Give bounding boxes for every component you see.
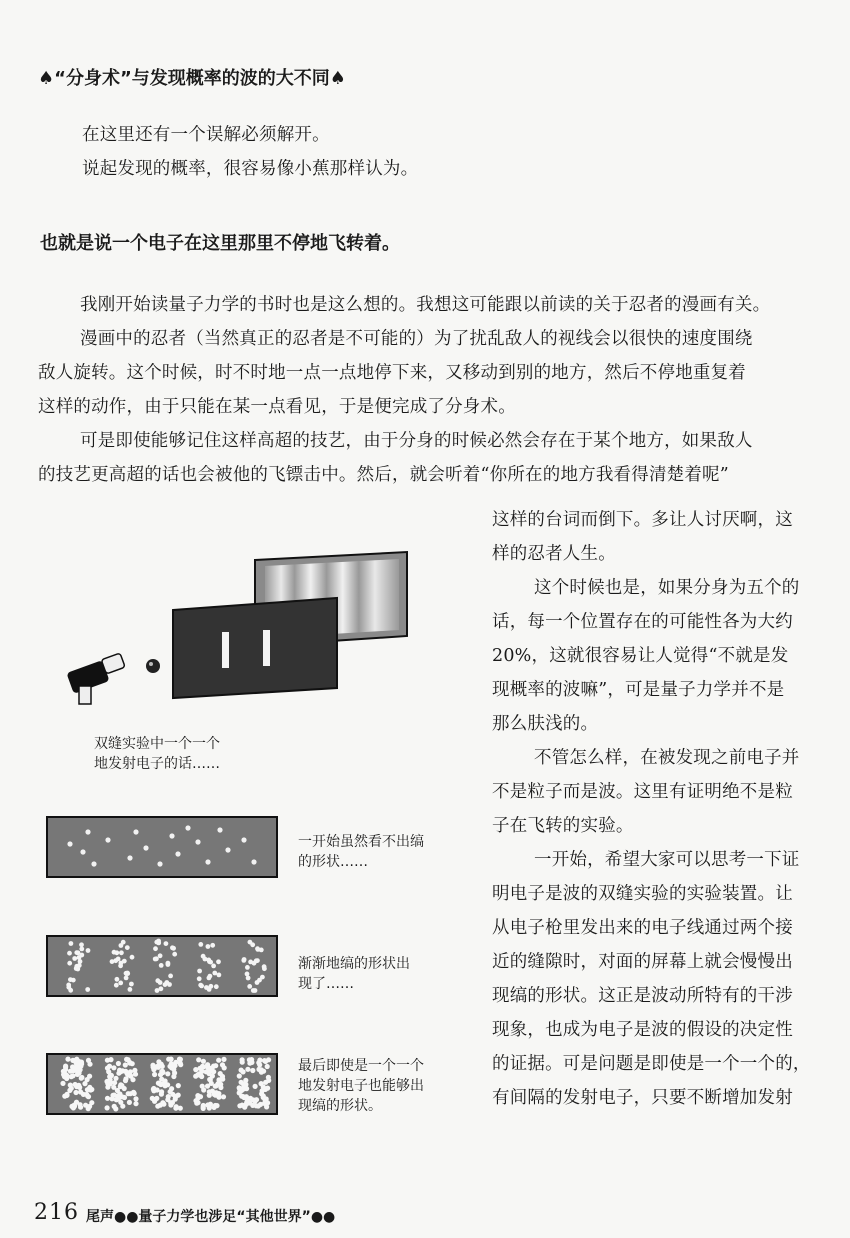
electron-hit-dot xyxy=(254,1097,259,1102)
electron-hit-dot xyxy=(113,1076,118,1081)
electron-hit-dot xyxy=(262,1058,267,1063)
caption-line: 一开始虽然看不出缟 xyxy=(298,834,424,850)
electron-hit-dot xyxy=(245,965,250,970)
electron-hit-dot xyxy=(74,950,79,955)
electron-hit-dot xyxy=(64,1092,69,1097)
electron-hit-dot xyxy=(124,976,129,981)
detection-panel-emerging xyxy=(46,935,278,997)
body-line: 一开始，希望大家可以思考一下证 xyxy=(534,850,800,870)
electron-hit-dot xyxy=(197,969,202,974)
electron-hit-dot xyxy=(208,1066,213,1071)
electron-hit-dot xyxy=(259,948,264,953)
electron-hit-dot xyxy=(108,1073,113,1078)
electron-hit-dot xyxy=(195,1100,200,1105)
electron-hit-dot xyxy=(173,1060,178,1065)
electron-hit-dot xyxy=(159,963,164,968)
electron-hit-dot xyxy=(152,1097,157,1102)
electron-hit-dot xyxy=(160,1070,165,1075)
slit xyxy=(263,630,270,666)
electron-hit-dot xyxy=(253,1084,258,1089)
electron-hit-dot xyxy=(158,980,163,985)
electron-hit-dot xyxy=(78,1064,83,1069)
electron-hit-dot xyxy=(208,1102,213,1107)
caption-line: 双缝实验中一个一个 xyxy=(94,736,220,752)
electron-hit-dot xyxy=(241,1086,246,1091)
electron-hit-dot xyxy=(111,1065,116,1070)
slit-plate xyxy=(173,598,337,698)
electron-hit-dot xyxy=(81,1092,86,1097)
electron-hit-dot xyxy=(264,1096,269,1101)
electron-hit-dot xyxy=(213,1093,218,1098)
electron-hit-dot xyxy=(208,960,213,965)
electron-hit-dot xyxy=(121,940,126,945)
caption-line: 现了…… xyxy=(298,976,354,992)
body-line: 这个时候也是，如果分身为五个的 xyxy=(534,578,800,598)
electron-hit-dot xyxy=(220,1074,225,1079)
electron-hit-dot xyxy=(208,974,213,979)
electron-ball xyxy=(146,659,160,673)
electron-hit-dot xyxy=(79,942,84,947)
electron-hit-dot xyxy=(85,1087,90,1092)
electron-hit-dot xyxy=(214,984,219,989)
electron-hit-dot xyxy=(158,953,163,958)
detection-panel-fringes xyxy=(46,1053,278,1115)
electron-hit-dot xyxy=(239,1080,244,1085)
electron-hit-dot xyxy=(105,1085,110,1090)
electron-hit-dot xyxy=(72,956,77,961)
electron-hit-dot xyxy=(246,976,251,981)
electron-hit-dot xyxy=(245,972,250,977)
electron-hit-dot xyxy=(254,958,259,963)
electron-hit-dot xyxy=(129,982,134,987)
electron-hit-dot xyxy=(65,1057,70,1062)
electron-hit-dot xyxy=(245,1097,250,1102)
body-line: 近的缝隙时，对面的屏幕上就会慢慢出 xyxy=(492,952,793,972)
electron-hit-dot xyxy=(159,1089,164,1094)
electron-hit-dot xyxy=(155,1064,160,1069)
body-text-right-column xyxy=(492,503,832,1115)
body-line: 现缟的形状。这正是波动所特有的干涉 xyxy=(492,986,793,1006)
electron-hit-dot xyxy=(85,987,90,992)
section-heading: ♠“分身术”与发现概率的波的大不同♠ xyxy=(38,68,346,89)
panel-caption xyxy=(298,832,424,872)
electron-hit-dot xyxy=(126,1057,131,1062)
panel-caption xyxy=(298,954,410,994)
electron-hit-dot xyxy=(178,1061,183,1066)
slit xyxy=(222,632,229,668)
electron-hit-dot xyxy=(206,944,211,949)
electron-hit-dot xyxy=(241,958,246,963)
electron-hit-dot xyxy=(127,1100,132,1105)
electron-hit-dot xyxy=(67,951,72,956)
electron-hit-dot xyxy=(198,942,203,947)
electron-hit-dot xyxy=(60,1081,65,1086)
electron-hit-dot xyxy=(155,1104,160,1109)
electron-hit-dot xyxy=(214,1103,219,1108)
electron-hit-dot xyxy=(69,1104,74,1109)
electron-hit-dot xyxy=(166,962,171,967)
body-line: 从电子枪里发出来的电子线通过两个接 xyxy=(492,918,793,938)
electron-hit-dot xyxy=(87,1074,92,1079)
electron-hit-dot xyxy=(128,987,133,992)
body-line: 样的忍者人生。 xyxy=(492,544,616,564)
body-line: 我刚开始读量子力学的书时也是这么想的。我想这可能跟以前读的关于忍者的漫画有关。 xyxy=(80,295,771,315)
body-line: 不是粒子而是波。这里有证明绝不是粒 xyxy=(492,782,793,802)
caption-line: 最后即使是一个一个 xyxy=(298,1058,424,1074)
electron-hit-dot xyxy=(74,1057,79,1062)
double-slit-apparatus-illustration xyxy=(55,548,415,708)
electron-hit-dot xyxy=(112,1093,117,1098)
electron-hit-dot xyxy=(122,1086,127,1091)
electron-hit-dot xyxy=(156,939,161,944)
body-line: 那么肤浅的。 xyxy=(492,714,599,734)
electron-hit-dot xyxy=(212,971,217,976)
electron-hit-dot xyxy=(113,958,118,963)
body-line: 不管怎么样，在被发现之前电子并 xyxy=(534,748,800,768)
electron-hit-dot xyxy=(86,1094,91,1099)
electron-hit-dot xyxy=(105,1096,110,1101)
electron-hit-dot xyxy=(155,1087,160,1092)
electron-hit-dot xyxy=(125,971,130,976)
electron-hit-dot xyxy=(122,1095,127,1100)
electron-hit-dot xyxy=(178,1106,183,1111)
electron-hit-dot xyxy=(199,984,204,989)
caption-line: 地发射电子也能够出 xyxy=(298,1078,424,1094)
electron-hit-dot xyxy=(213,1084,218,1089)
electron-hit-dot xyxy=(77,955,82,960)
electron-hits-emerging xyxy=(48,937,276,995)
electron-hit-dot xyxy=(262,964,267,969)
electron-hit-dot xyxy=(264,1104,269,1109)
electron-hit-dot xyxy=(217,973,222,978)
electron-hit-dot xyxy=(133,1096,138,1101)
electron-hit-dot xyxy=(239,1068,244,1073)
electron-hit-dot xyxy=(76,1083,81,1088)
body-line: 的技艺更高超的话也会被他的飞镖击中。然后，就会听着“你所在的地方我看得清楚着呢” xyxy=(38,465,729,485)
electron-hit-dot xyxy=(111,1085,116,1090)
electron-hit-dot xyxy=(240,1060,245,1065)
electron-hit-dot xyxy=(63,1064,68,1069)
electron-hit-dot xyxy=(164,980,169,985)
electron-hit-dot xyxy=(118,981,123,986)
electron-hit-dot xyxy=(68,977,73,982)
electron-hit-dot xyxy=(155,988,160,993)
electron-hit-dot xyxy=(123,1062,128,1067)
detection-panel-sparse xyxy=(46,816,278,878)
electron-hit-dot xyxy=(166,1057,171,1062)
electron-hit-dot xyxy=(251,988,256,993)
electron-hit-dot xyxy=(130,1061,135,1066)
electron-hit-dot xyxy=(86,1058,91,1063)
electron-hit-dot xyxy=(161,1102,166,1107)
electron-hit-dot xyxy=(265,1064,270,1069)
electron-hit-dot xyxy=(201,1059,206,1064)
running-title: 尾声●●量子力学也涉足“其他世界”●● xyxy=(86,1209,336,1225)
electron-hit-dot xyxy=(221,1057,226,1062)
electron-hit-dot xyxy=(86,948,91,953)
electron-hit-dot xyxy=(205,1084,210,1089)
body-line: 有间隔的发射电子，只要不断增加发射 xyxy=(492,1088,793,1108)
intro-line: 在这里还有一个误解必须解开。 xyxy=(82,125,330,145)
electron-hit-dot xyxy=(133,1072,138,1077)
electron-hit-dot xyxy=(237,1103,242,1108)
subheading: 也就是说一个电子在这里那里不停地飞转着。 xyxy=(40,233,400,254)
electron-hit-dot xyxy=(74,966,79,971)
electron-hit-dot xyxy=(73,1090,78,1095)
electron-hit-dot xyxy=(210,943,215,948)
electron-hit-dot xyxy=(131,1090,136,1095)
electron-hit-dot xyxy=(78,1102,83,1107)
electron-hit-dot xyxy=(247,984,252,989)
figure-caption xyxy=(94,734,220,774)
electron-hit-dot xyxy=(68,1083,73,1088)
electron-hit-dot xyxy=(171,1074,176,1079)
electron-hit-dot xyxy=(105,1058,110,1063)
electron-hit-dot xyxy=(200,1064,205,1069)
body-text-full xyxy=(38,288,838,492)
electron-hit-dot xyxy=(79,1075,84,1080)
electron-hit-dot xyxy=(69,941,74,946)
electron-hit-dot xyxy=(113,1106,118,1111)
electron-hit-dot xyxy=(237,1073,242,1078)
electron-hit-dot xyxy=(75,1072,80,1077)
electron-hit-dot xyxy=(176,1083,181,1088)
electron-hit-dot xyxy=(257,1058,262,1063)
electron-hit-dot xyxy=(197,976,202,981)
electron-hit-dot xyxy=(114,983,119,988)
electron-hit-dot xyxy=(64,1073,69,1078)
caption-line: 的形状…… xyxy=(298,854,368,870)
electron-hit-dot xyxy=(216,1058,221,1063)
electron-hit-dot xyxy=(165,1082,170,1087)
electron-hit-dot xyxy=(119,961,124,966)
electron-hit-dot xyxy=(196,1057,201,1062)
electron-hit-dot xyxy=(198,1073,203,1078)
electron-hit-dot xyxy=(221,1094,226,1099)
body-line: 的证据。可是问题是即使是一个一个的， xyxy=(492,1054,811,1074)
electron-hit-dot xyxy=(61,1069,66,1074)
body-line: 现象，也成为电子是波的假设的决定性 xyxy=(492,1020,793,1040)
electron-hit-dot xyxy=(263,1080,268,1085)
electron-hit-dot xyxy=(128,1074,133,1079)
body-line: 敌人旋转。这个时候，时不时地一点一点地停下来，又移动到别的地方，然后不停地重复着 xyxy=(38,363,746,383)
electron-hit-dot xyxy=(261,1069,266,1074)
electron-hit-dot xyxy=(237,1090,242,1095)
electron-hit-dot xyxy=(216,959,221,964)
body-line: 这样的台词而倒下。多让人讨厌啊，这 xyxy=(492,510,793,530)
electron-hit-dot xyxy=(70,1073,75,1078)
caption-line: 地发射电子的话…… xyxy=(94,756,220,772)
electron-hit-dot xyxy=(200,1084,205,1089)
electron-hit-dot xyxy=(250,1068,255,1073)
electron-hit-dot xyxy=(154,956,159,961)
electron-hit-dot xyxy=(119,950,124,955)
electron-hit-dot xyxy=(126,1091,131,1096)
electron-hit-dot xyxy=(67,961,72,966)
electron-hit-dot xyxy=(68,1069,73,1074)
caption-line: 现缟的形状。 xyxy=(298,1098,382,1114)
electron-hit-dot xyxy=(166,1094,171,1099)
electron-hit-dot xyxy=(133,1101,138,1106)
electron-hit-dot xyxy=(168,974,173,979)
electron-hit-dot xyxy=(153,946,158,951)
panel-caption xyxy=(298,1056,424,1116)
electron-gun xyxy=(66,653,125,704)
body-line: 可是即使能够记住这样高超的技艺，由于分身的时候必然会存在于某个地方，如果敌人 xyxy=(80,431,753,451)
electron-hit-dot xyxy=(105,1066,110,1071)
electron-hit-dot xyxy=(164,941,169,946)
electron-hit-dot xyxy=(207,1089,212,1094)
page-number: 216 xyxy=(34,1200,79,1225)
body-line: 话，每一个位置存在的可能性各为大约 xyxy=(492,612,793,632)
electron-hit-dot xyxy=(170,1064,175,1069)
electron-hit-dot xyxy=(245,1067,250,1072)
intro-text xyxy=(82,118,418,186)
electron-hit-dot xyxy=(211,964,216,969)
electron-hit-dot xyxy=(165,1071,170,1076)
electron-hit-dot xyxy=(260,975,265,980)
electron-hit-dot xyxy=(159,1077,164,1082)
electron-hit-dot xyxy=(170,1092,175,1097)
electron-hit-dot xyxy=(105,1105,110,1110)
body-line: 漫画中的忍者（当然真正的忍者是不可能的）为了扰乱敌人的视线会以很快的速度围绕 xyxy=(80,329,753,349)
electron-hit-dot xyxy=(116,1061,121,1066)
caption-line: 渐渐地缟的形状出 xyxy=(298,956,410,972)
body-line: 20%，这就很容易让人觉得“不就是发 xyxy=(492,646,789,666)
electron-hit-dot xyxy=(193,1067,198,1072)
electron-hit-dot xyxy=(125,945,130,950)
electron-hit-dot xyxy=(86,1106,91,1111)
electron-hit-dot xyxy=(115,977,120,982)
electron-hit-dot xyxy=(130,955,135,960)
electron-hit-dot xyxy=(152,1072,157,1077)
body-line: 子在飞转的实验。 xyxy=(492,816,634,836)
body-line: 明电子是波的双缝实验的实验装置。让 xyxy=(492,884,793,904)
electron-hit-dot xyxy=(220,1062,225,1067)
electron-hit-dot xyxy=(114,950,119,955)
electron-hit-dot xyxy=(201,1106,206,1111)
electron-hit-dot xyxy=(207,987,212,992)
electron-hits-sparse xyxy=(48,818,276,876)
electron-hit-dot xyxy=(258,1102,263,1107)
electron-hit-dot xyxy=(249,1057,254,1062)
electron-hit-dot xyxy=(173,1097,178,1102)
electron-hit-dot xyxy=(248,960,253,965)
electron-hit-dot xyxy=(248,940,253,945)
electron-hit-dot xyxy=(172,952,177,957)
electron-hit-dot xyxy=(168,1100,173,1105)
body-line: 这样的动作，由于只能在某一点看见，于是便完成了分身术。 xyxy=(38,397,516,417)
electron-hit-dot xyxy=(261,1084,266,1089)
body-line: 现概率的波嘛”，可是量子力学并不是 xyxy=(492,680,785,700)
electron-hit-dot xyxy=(170,945,175,950)
electron-hit-dot xyxy=(79,947,84,952)
electron-hit-dot xyxy=(66,985,71,990)
electron-hit-dot xyxy=(112,1080,117,1085)
electron-hit-dot xyxy=(89,1100,94,1105)
electron-hit-dot xyxy=(201,954,206,959)
electron-hit-dot xyxy=(123,1076,128,1081)
electron-hits-fringes xyxy=(48,1055,276,1113)
intro-line: 说起发现的概率，很容易像小蕉那样认为。 xyxy=(82,159,419,179)
